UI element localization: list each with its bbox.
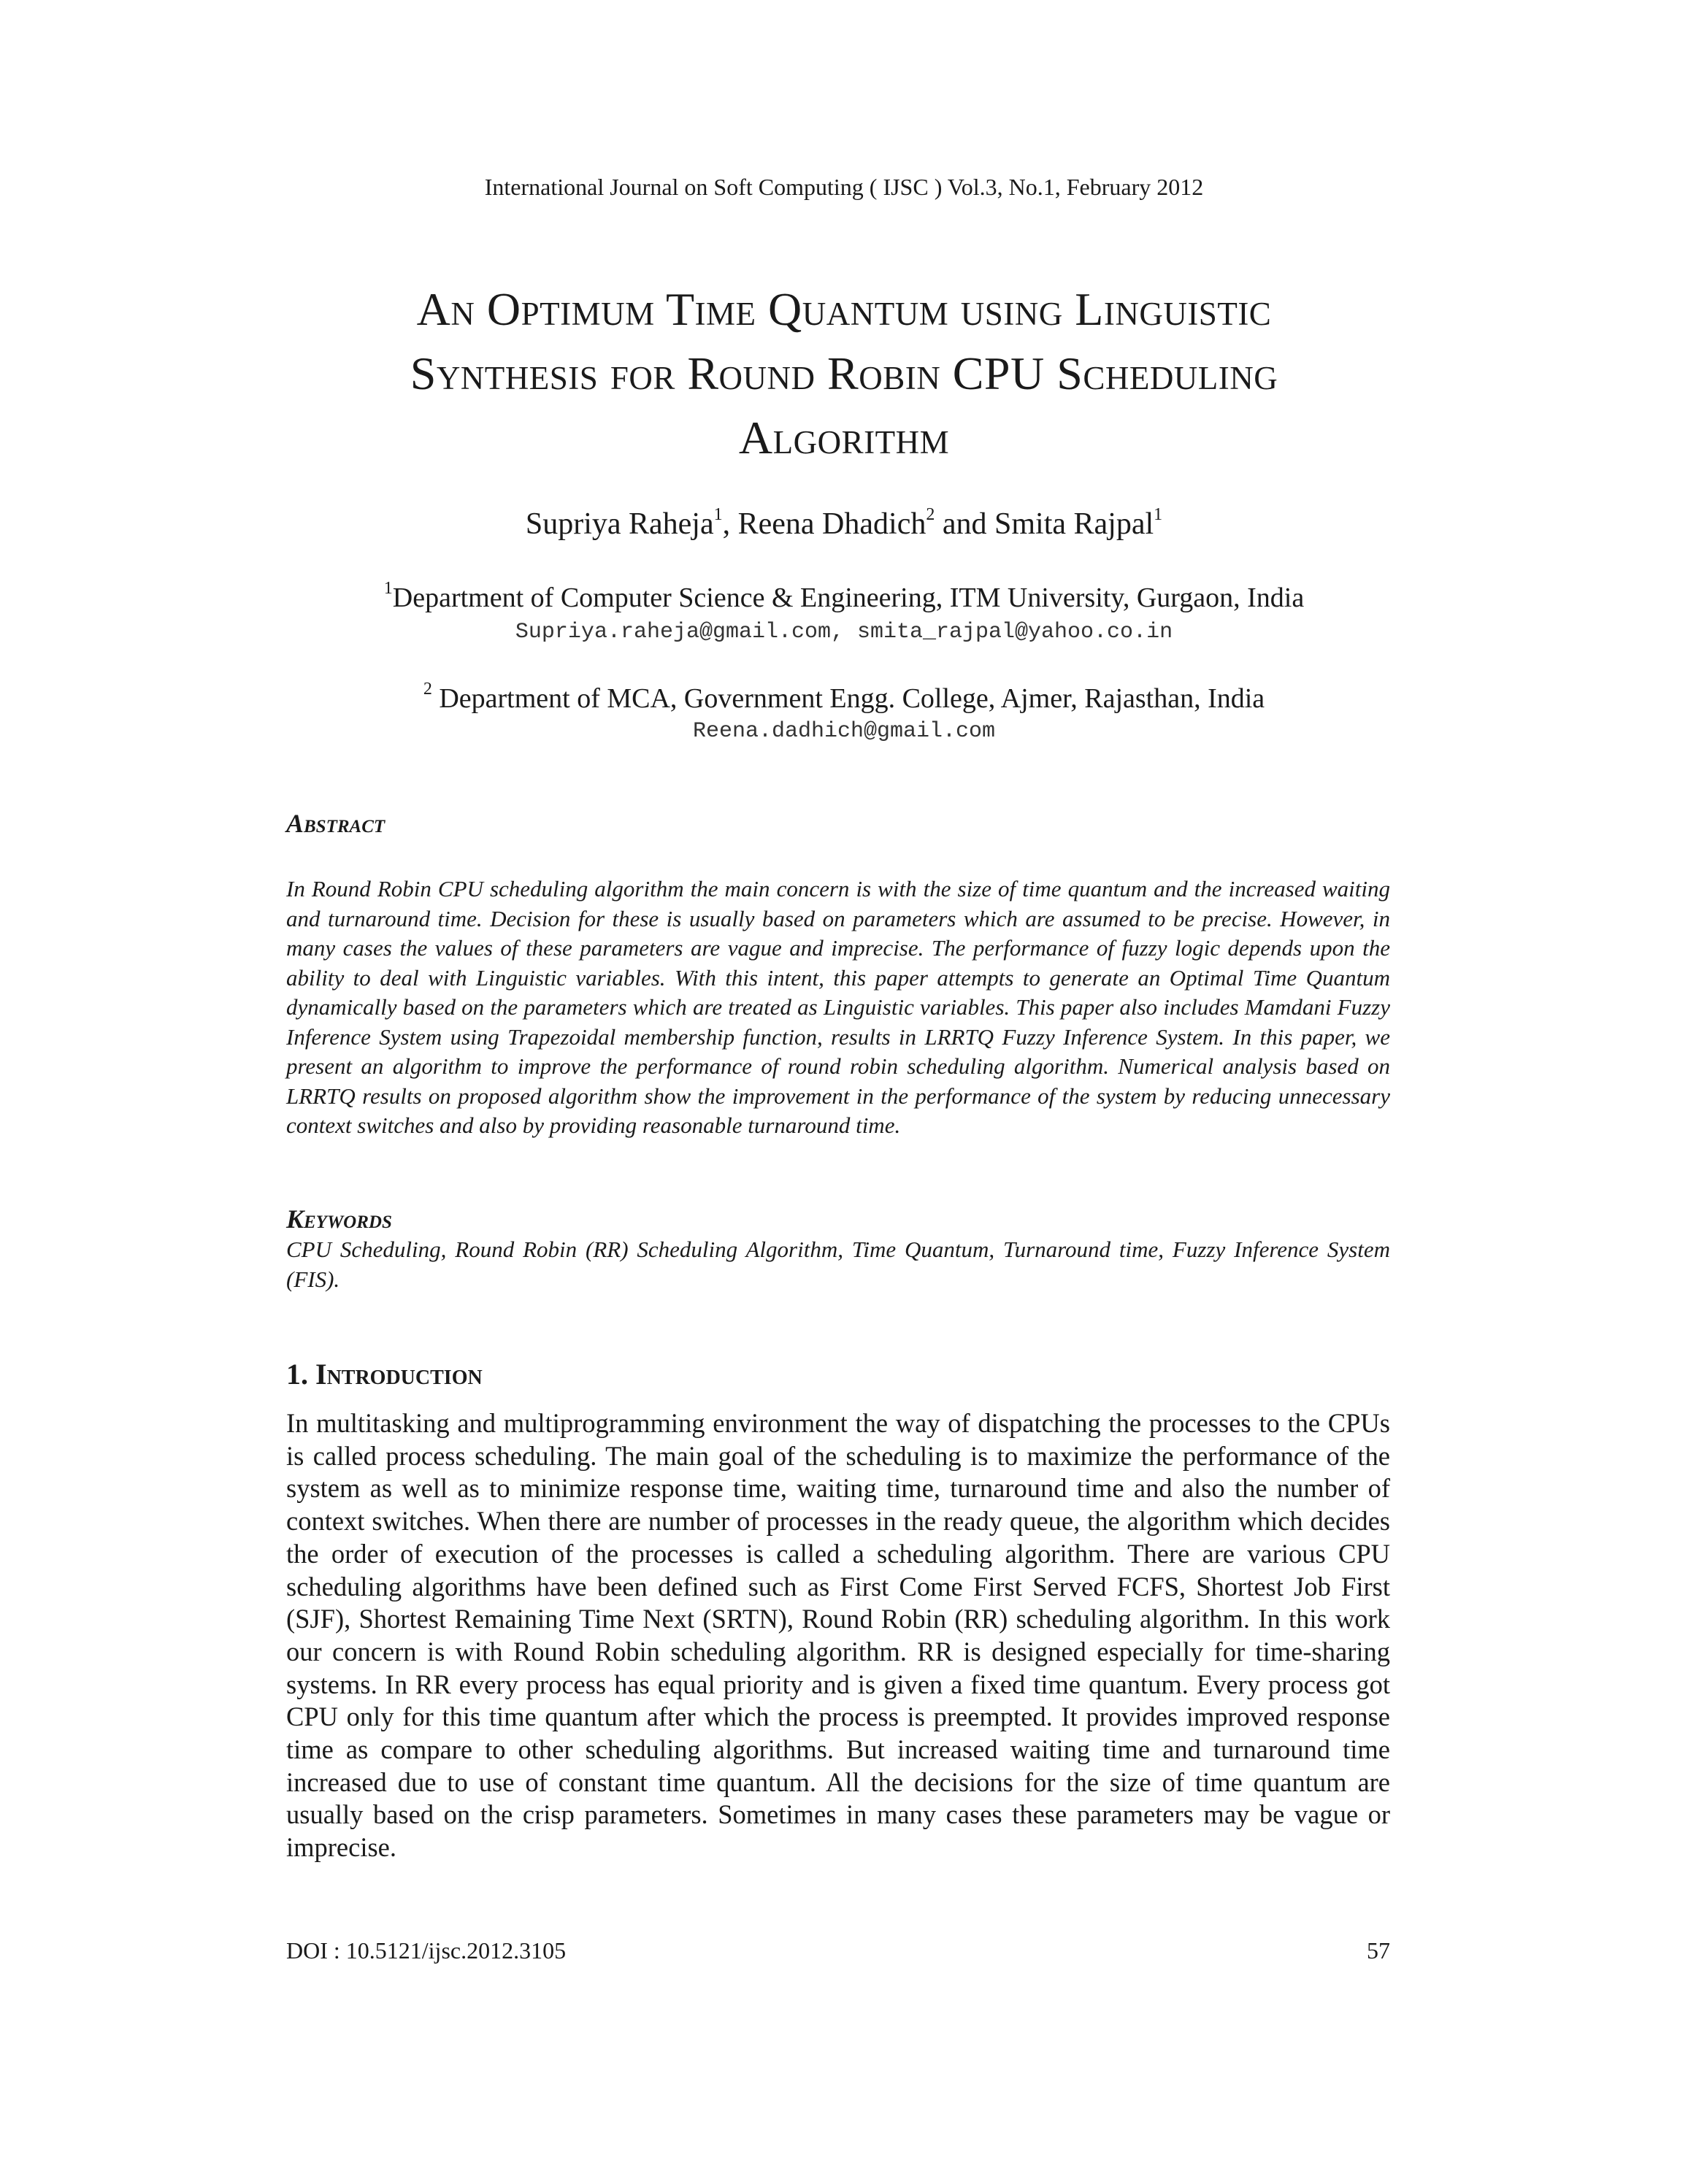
introduction-body: In multitasking and multiprogramming environment the way of dispatching the processes to the CPUs is called process scheduling. The main goal of the scheduling is to maximize the performance of the system as well as to minimize response time, waiting time, turnaround time and also the number of context switches. When there are number of processes in the ready queue, the algorithm which decides the order of execution of the processes is called a scheduling algorithm. There are various CPU scheduling algorithms have been defined such as First Come First Served FCFS, Shortest Job First (SJF), Shortest Remaining Time Next (SRTN), Round Robin (RR) scheduling algorithm. In this work our concern is with Round Robin scheduling algorithm. RR is designed especially for time-sharing systems. In RR every process has equal priority and is given a fixed time quantum. Every process got CPU only for this time quantum after which the process is preempted. It provides improved response time as compare to other scheduling algorithms. But increased waiting time and turnaround time increased due to use of constant time quantum. All the decisions for the size of time quantum are usually based on the crisp parameters. Sometimes in many cases these parameters may be vague or imprecise.	[286, 1408, 1390, 1863]
affiliation-2	[0, 682, 1688, 715]
affiliation-text: Department of Computer Science & Engineering, ITM University, Gurgaon, India	[392, 582, 1305, 613]
page-number: 57	[1367, 1937, 1390, 1964]
author-name: Supriya Raheja	[525, 507, 714, 541]
keywords-body: CPU Scheduling, Round Robin (RR) Scheduling Algorithm, Time Quantum, Turnaround time, Fuzzy Inference System (FIS).	[286, 1237, 1390, 1292]
author-name: Smita Rajpal	[994, 507, 1154, 541]
author-affiliation-mark: 1	[1154, 505, 1163, 524]
introduction-heading: 1. Introduction	[286, 1358, 483, 1391]
affiliation-1-emails: Supriya.raheja@gmail.com, smita_rajpal@yahoo.co.in	[515, 620, 1173, 645]
author-separator: ,	[722, 507, 738, 541]
running-header: International Journal on Soft Computing ( IJSC ) Vol.3, No.1, February 2012	[484, 174, 1204, 200]
author-name: Reena Dhadich	[737, 507, 927, 541]
affiliation-2-email: Reena.dadhich@gmail.com	[692, 719, 996, 744]
affiliation-1	[0, 581, 1688, 615]
abstract-heading: Abstract	[286, 809, 385, 838]
paper-title	[183, 277, 1505, 470]
title-line-3: Algorithm	[738, 412, 950, 464]
title-line-1: An Optimum Time Quantum using Linguistic	[416, 283, 1272, 335]
keywords-heading: Keywords	[286, 1204, 392, 1234]
affiliation-mark: 1	[383, 579, 393, 599]
affiliation-mark: 2	[423, 680, 432, 699]
author-affiliation-mark: 1	[713, 505, 723, 524]
author-separator: and	[935, 507, 994, 541]
title-line-2: Synthesis for Round Robin CPU Scheduling	[410, 347, 1278, 399]
abstract-body: In Round Robin CPU scheduling algorithm the main concern is with the size of time quantum and the increased waiting and turnaround time. Decision for these is usually based on parameters which are assumed to be precise. However, in many cases the values of these parameters are vague and imprecise. The performance of fuzzy logic depends upon the ability to deal with Linguistic variables. With this intent, this paper attempts to generate an Optimal Time Quantum dynamically based on the parameters which are treated as Linguistic variables. This paper also includes Mamdani Fuzzy Inference System using Trapezoidal membership function, results in LRRTQ Fuzzy Inference System. In this paper, we present an algorithm to improve the performance of round robin scheduling algorithm. Numerical analysis based on LRRTQ results on proposed algorithm show the improvement in the performance of the system by reducing unnecessary context switches and also by providing reasonable turnaround time.	[286, 876, 1390, 1138]
affiliation-text: Department of MCA, Government Engg. College, Ajmer, Rajasthan, India	[431, 683, 1265, 714]
author-affiliation-mark: 2	[926, 505, 935, 524]
author-list	[0, 504, 1688, 545]
footer-doi: DOI : 10.5121/ijsc.2012.3105	[286, 1937, 567, 1964]
